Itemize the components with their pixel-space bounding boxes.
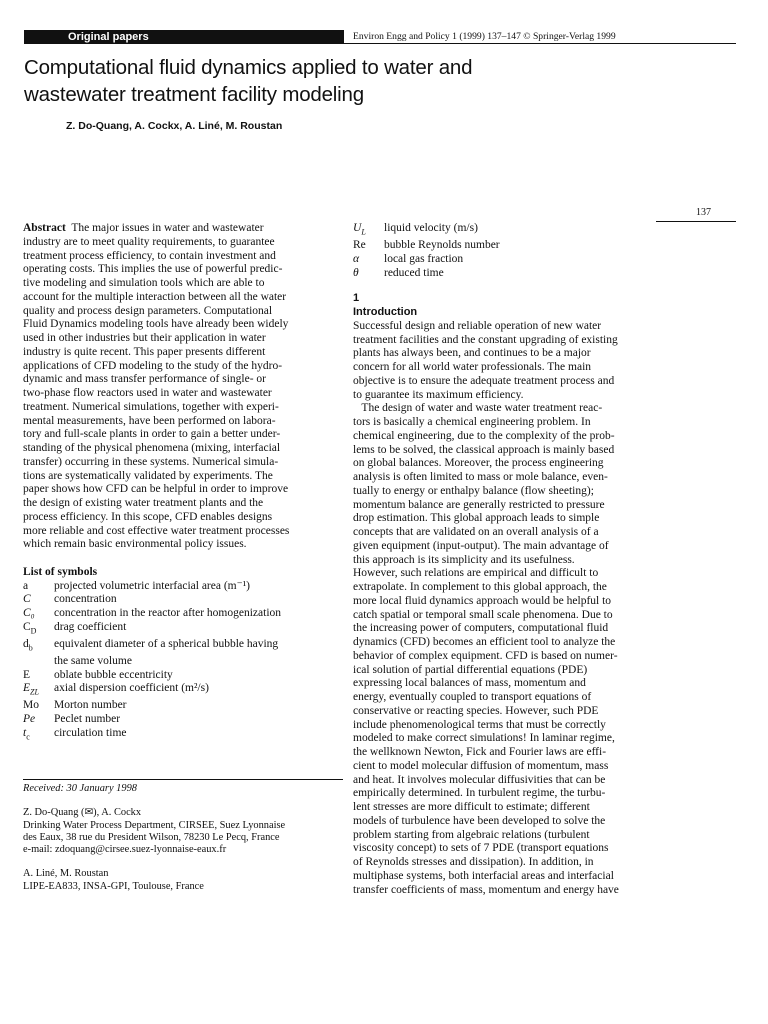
intro-line: However, such relations are empirical and difficult to — [353, 567, 599, 580]
symbol-description: concentration — [54, 593, 117, 606]
affiliation-line: A. Liné, M. Roustan — [23, 868, 109, 880]
abstract-line: applications of CFD modeling to the study of the hydro- — [23, 359, 283, 372]
affiliation-line: e-mail: zdoquang@cirsee.suez-lyonnaise-eaux.fr — [23, 844, 227, 856]
intro-line: dynamics (CFD) becomes an efficient tool to analyze the — [353, 636, 616, 649]
symbol-row — [23, 669, 343, 683]
symbol-row — [23, 621, 343, 638]
intro-line: lems to be solved, the classical approach is mainly based — [353, 443, 615, 456]
abstract-line: the design of existing water treatment plants and the — [23, 497, 264, 509]
section-label: Original papers — [24, 30, 344, 44]
symbol-description: drag coefficient — [54, 620, 127, 633]
symbol-description: projected volumetric interfacial area (m⁻¹) — [54, 579, 250, 592]
title-line: Computational fluid dynamics applied to water and — [24, 56, 473, 79]
abstract-line: transfer) occurring in these systems. Numerical simula- — [23, 455, 279, 468]
abstract-line: dynamic and mass transfer performance of single- or — [23, 373, 267, 386]
symbol-row — [23, 727, 343, 744]
symbol-row — [23, 699, 343, 713]
symbol: α — [353, 252, 360, 265]
intro-line: multiphase systems, both interfacial areas and interfacial — [353, 869, 614, 882]
footnote-rule — [23, 779, 343, 780]
abstract-line: treatment. Numerical simulations, together with experi- — [23, 400, 279, 413]
symbols-list-continued — [353, 222, 675, 280]
paper-title — [24, 54, 584, 108]
symbol: C — [23, 593, 31, 606]
intro-line: empirically determined. In turbulent regime, the turbu- — [353, 787, 606, 800]
symbol-row — [353, 222, 675, 239]
intro-line: problem starting from algebraic relations (turbulent — [353, 828, 590, 841]
intro-line: on global balances. Moreover, the process engineering — [353, 457, 604, 470]
intro-line: extrapolate. In complement to this global approach, the — [353, 581, 607, 594]
symbol-row — [23, 713, 343, 727]
symbol-description: Peclet number — [54, 713, 121, 726]
symbols-heading: List of symbols — [23, 565, 98, 578]
symbol — [23, 655, 54, 669]
intro-line: viscosity concept) to sets of 7 PDE (transport equations — [353, 842, 609, 855]
intro-line: energy, eventually coupled to transport equations of — [353, 691, 592, 704]
abstract-line: used in other industries but their application in water — [23, 332, 266, 344]
symbol-row — [23, 655, 343, 669]
abstract-line: paper shows how CFD can be helpful in order to improve — [23, 483, 289, 496]
intro-line: cient to model molecular diffusion of momentum, mass — [353, 759, 609, 772]
symbol-row — [23, 638, 343, 655]
intro-line: momentum balance are generally restricted to pressure — [353, 498, 605, 511]
symbol: θ — [353, 266, 359, 279]
abstract-line: operating costs. This implies the use of powerful predic- — [23, 263, 283, 276]
symbols-list — [23, 580, 343, 744]
abstract-line: two-phase flow reactors used in water and wastewater — [23, 387, 272, 399]
abstract-line: tory and full-scale plants in order to gain a better under- — [23, 428, 281, 441]
abstract-line: Fluid Dynamics modeling tools have already been widely — [23, 318, 289, 331]
intro-line: the increasing power of computers, computational fluid — [353, 622, 609, 635]
intro-line: of Reynolds stresses and dissipation). In addition, in — [353, 856, 594, 869]
footnote — [23, 783, 343, 893]
abstract-line: account for the multiple interaction between all the water — [23, 290, 287, 303]
abstract-line: mental measurements, have been performed on labora- — [23, 414, 276, 427]
intro-line: include phenomenological terms that must be correctly — [353, 718, 606, 731]
intro-line: lent stresses are more difficult to estimate; different — [353, 801, 590, 814]
abstract-line: industry is quite recent. This paper presents different — [23, 345, 266, 358]
intro-line: treatment facilities and the constant upgrading of existing — [353, 333, 618, 346]
symbol-description: the same volume — [54, 654, 132, 667]
intro-line: expressing local balances of mass, momentum and — [353, 677, 586, 690]
intro-line: The design of water and waste water treatment reac- — [353, 402, 603, 415]
received-date: Received: 30 January 1998 — [23, 783, 137, 794]
abstract-line: quality and process design parameters. Computational — [23, 304, 273, 317]
symbol: $E_{ZL}$ — [23, 682, 39, 697]
intro-line: conservative or reacting species. However, such PDE — [353, 704, 599, 717]
intro-line: transfer coefficients of mass, momentum and energy have — [353, 883, 619, 896]
symbol-description: axial dispersion coefficient (m²/s) — [54, 682, 209, 695]
symbol-description: Morton number — [54, 699, 127, 712]
symbol-description: bubble Reynolds number — [384, 239, 500, 252]
symbol: $U_L$ — [353, 222, 366, 237]
symbol-description: local gas fraction — [384, 252, 464, 265]
affiliation-line: Z. Do-Quang (✉), A. Cockx — [23, 807, 142, 819]
affiliation-line: des Eaux, 38 rue du President Wilson, 78230 Le Pecq, France — [23, 831, 280, 843]
abstract-line: more reliable and cost effective water treatment processes — [23, 524, 290, 537]
symbol-row — [23, 607, 343, 621]
intro-line: models of turbulence have been developed to solve the — [353, 814, 606, 827]
intro-line: given equipment (input-output). The main advantage of — [353, 539, 609, 552]
symbol: E — [23, 668, 31, 681]
intro-line: concepts that are validated on an overall analysis of a — [353, 526, 599, 539]
intro-line: objective is to ensure the adequate treatment process and — [353, 374, 615, 387]
header-rule — [344, 43, 736, 44]
intro-line: catch spatial or temporal small scale phenomena. Due to — [353, 608, 613, 621]
abstract-line: tive modeling and simulation tools which are able to — [23, 277, 265, 289]
intro-line: the wellknown Newton, Fick and Fourier laws are effi- — [353, 746, 607, 759]
symbol-description: liquid velocity (m/s) — [384, 222, 478, 234]
abstract-line: standing of the physical phenomena (mixing, interfacial — [23, 442, 281, 454]
intro-line: more local fluid dynamics approach would be helpful to — [353, 594, 612, 607]
intro-line: chemical engineering, due to the complexity of the prob- — [353, 429, 615, 442]
symbol: Pe — [23, 713, 36, 726]
intro-line: and heat. It involves molecular diffusivities that can be — [353, 773, 606, 786]
abstract-line: tions are systematically validated by experiments. The — [23, 469, 273, 482]
intro-line: modeled to make correct simulations! In laminar regime, — [353, 732, 615, 745]
intro-line: analysis is often limited to mass or mole balance, even- — [353, 471, 608, 484]
affiliation-line: Drinking Water Process Department, CIRSEE, Suez Lyonnaise — [23, 819, 286, 831]
symbol: C₀ — [23, 607, 35, 619]
symbol: Re — [353, 239, 366, 252]
symbol-description: concentration in the reactor after homogenization — [54, 607, 282, 619]
intro-line: to guarantee its maximum efficiency. — [353, 388, 524, 401]
symbol-description: oblate bubble eccentricity — [54, 668, 173, 681]
intro-line: concern for all world water professionals. The main — [353, 361, 592, 374]
abstract-line: which remain basic environmental policy issues. — [23, 538, 247, 551]
symbol-description: reduced time — [384, 266, 444, 279]
intro-line: tors is basically a chemical engineering problem. In — [353, 416, 591, 429]
abstract-line: The major issues in water and wastewater — [65, 222, 264, 234]
abstract-line: process efficiency. In this scope, CFD enables designs — [23, 510, 273, 523]
intro-line: behavior of complex equipment. CFD is based on numer- — [353, 649, 618, 662]
intro-line: plants has always been, and continues to be a major — [353, 347, 591, 360]
symbol-row — [23, 682, 343, 699]
intro-line: this approach is its simplicity and its usefulness. — [353, 553, 575, 566]
intro-line: ical solution of partial differential equations (PDE) — [353, 663, 588, 676]
symbol: Mo — [23, 699, 39, 712]
affiliation-1 — [23, 807, 343, 856]
symbol: a — [23, 579, 29, 592]
abstract-line: industry are to meet quality requirements, to guarantee — [23, 235, 275, 248]
abstract-line: treatment process efficiency, to contain investment and — [23, 249, 276, 262]
journal-reference: Environ Engg and Policy 1 (1999) 137–147 © Springer-Verlag 1999 — [353, 31, 616, 42]
symbol-row — [353, 253, 675, 267]
affiliation-2 — [23, 868, 343, 893]
symbol-row — [353, 239, 675, 253]
intro-line: tually to energy or enthalpy balance (flow sheeting); — [353, 484, 594, 497]
symbol-row — [23, 593, 343, 607]
intro-line: Successful design and reliable operation of new water — [353, 319, 602, 332]
section-heading: Introduction — [353, 306, 418, 319]
page-number: 137 — [696, 207, 711, 218]
symbol-row — [23, 580, 343, 594]
abstract — [23, 222, 343, 552]
right-column — [353, 222, 675, 897]
symbol-description: circulation time — [54, 726, 127, 739]
abstract-label: Abstract — [23, 222, 66, 234]
symbol: $d_b$ — [23, 637, 33, 653]
symbol-description: equivalent diameter of a spherical bubble having — [54, 637, 279, 650]
affiliation-line: LIPE-EA833, INSA-GPI, Toulouse, France — [23, 880, 204, 892]
title-line: wastewater treatment facility modeling — [24, 83, 364, 106]
symbol-row — [353, 267, 675, 281]
section-number: 1 — [353, 292, 360, 305]
symbol: $t_c$ — [23, 726, 30, 742]
left-column — [23, 222, 343, 744]
introduction-text — [353, 320, 675, 898]
symbol: $C_D$ — [23, 620, 37, 636]
author-list: Z. Do-Quang, A. Cockx, A. Liné, M. Roustan — [66, 120, 283, 132]
intro-line: drop estimation. This global approach leads to simple — [353, 512, 600, 525]
